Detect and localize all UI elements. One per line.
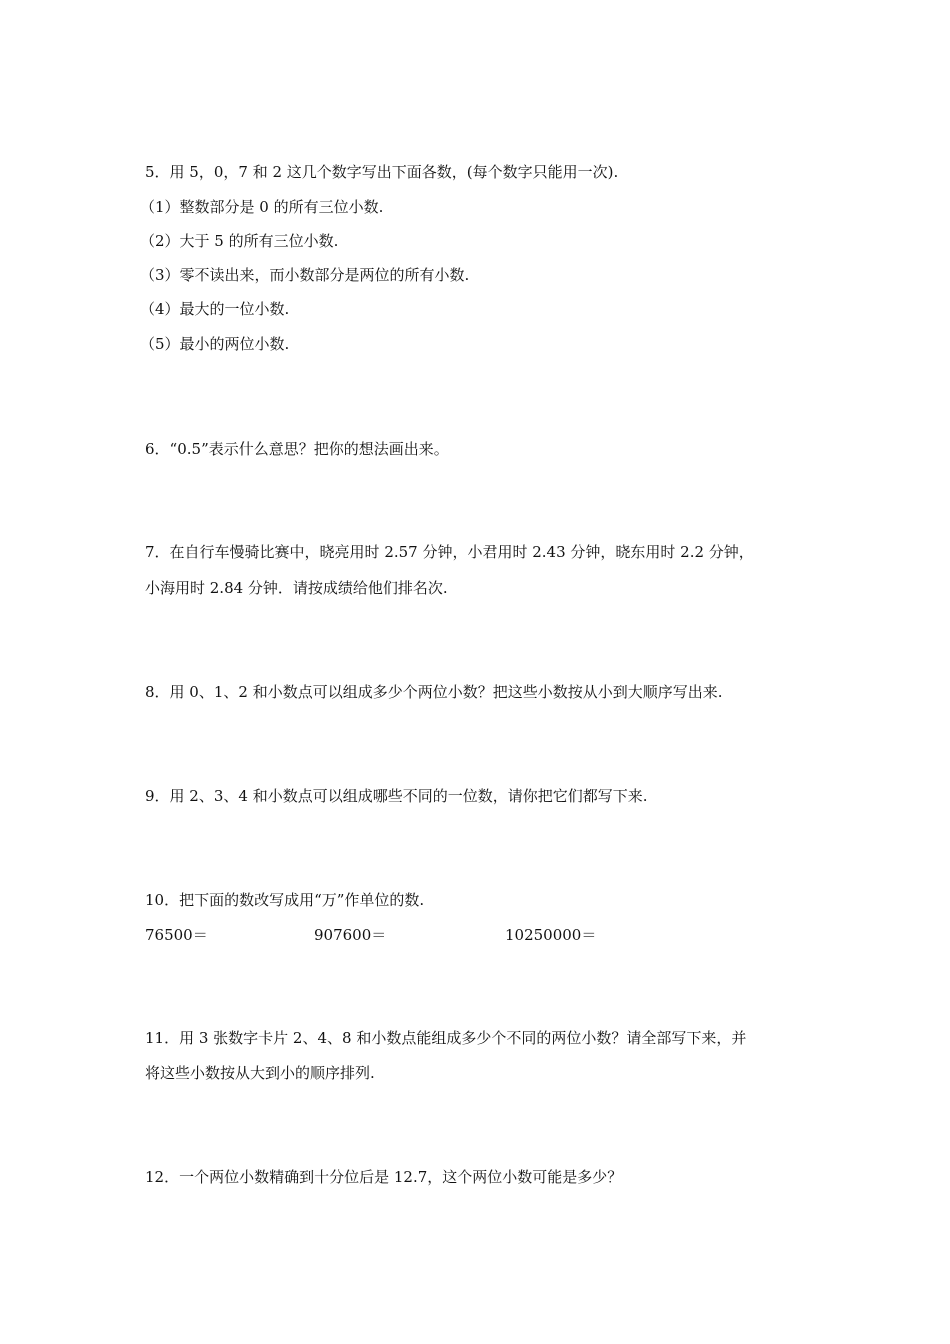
question-10-expression-1: 76500＝ (145, 926, 208, 944)
question-7-line-1: 7．在自行车慢骑比赛中，晓亮用时 2.57 分钟，小君用时 2.43 分钟，晓东用时 2.2 分钟， (145, 543, 754, 561)
question-10-expression-3: 10250000＝ (505, 926, 597, 944)
question-11-line-2: 将这些小数按从大到小的顺序排列. (145, 1064, 375, 1082)
question-7-line-2: 小海用时 2.84 分钟．请按成绩给他们排名次. (145, 579, 448, 597)
question-8-stem: 8．用 0、1、2 和小数点可以组成多少个两位小数？把这些小数按从小到大顺序写出来. (145, 683, 723, 701)
question-9-stem: 9．用 2、3、4 和小数点可以组成哪些不同的一位数，请你把它们都写下来. (145, 787, 648, 805)
question-11-line-1: 11．用 3 张数字卡片 2、4、8 和小数点能组成多少个不同的两位小数？请全部写下来，并 (145, 1029, 747, 1047)
question-5-item-5: （5）最小的两位小数. (140, 335, 290, 353)
question-12-stem: 12．一个两位小数精确到十分位后是 12.7，这个两位小数可能是多少？ (145, 1168, 623, 1186)
question-6-stem: 6．“0.5”表示什么意思？把你的想法画出来。 (145, 440, 449, 458)
question-5-item-2: （2）大于 5 的所有三位小数. (140, 232, 339, 250)
question-5-item-4: （4）最大的一位小数. (140, 300, 290, 318)
question-10-expression-2: 907600＝ (314, 926, 387, 944)
question-10-stem: 10．把下面的数改写成用“万”作单位的数. (145, 891, 425, 909)
question-5-stem: 5．用 5，0，7 和 2 这几个数字写出下面各数，(每个数字只能用一次). (145, 163, 619, 181)
question-5-item-3: （3）零不读出来，而小数部分是两位的所有小数. (140, 266, 470, 284)
question-5-item-1: （1）整数部分是 0 的所有三位小数. (140, 198, 384, 216)
